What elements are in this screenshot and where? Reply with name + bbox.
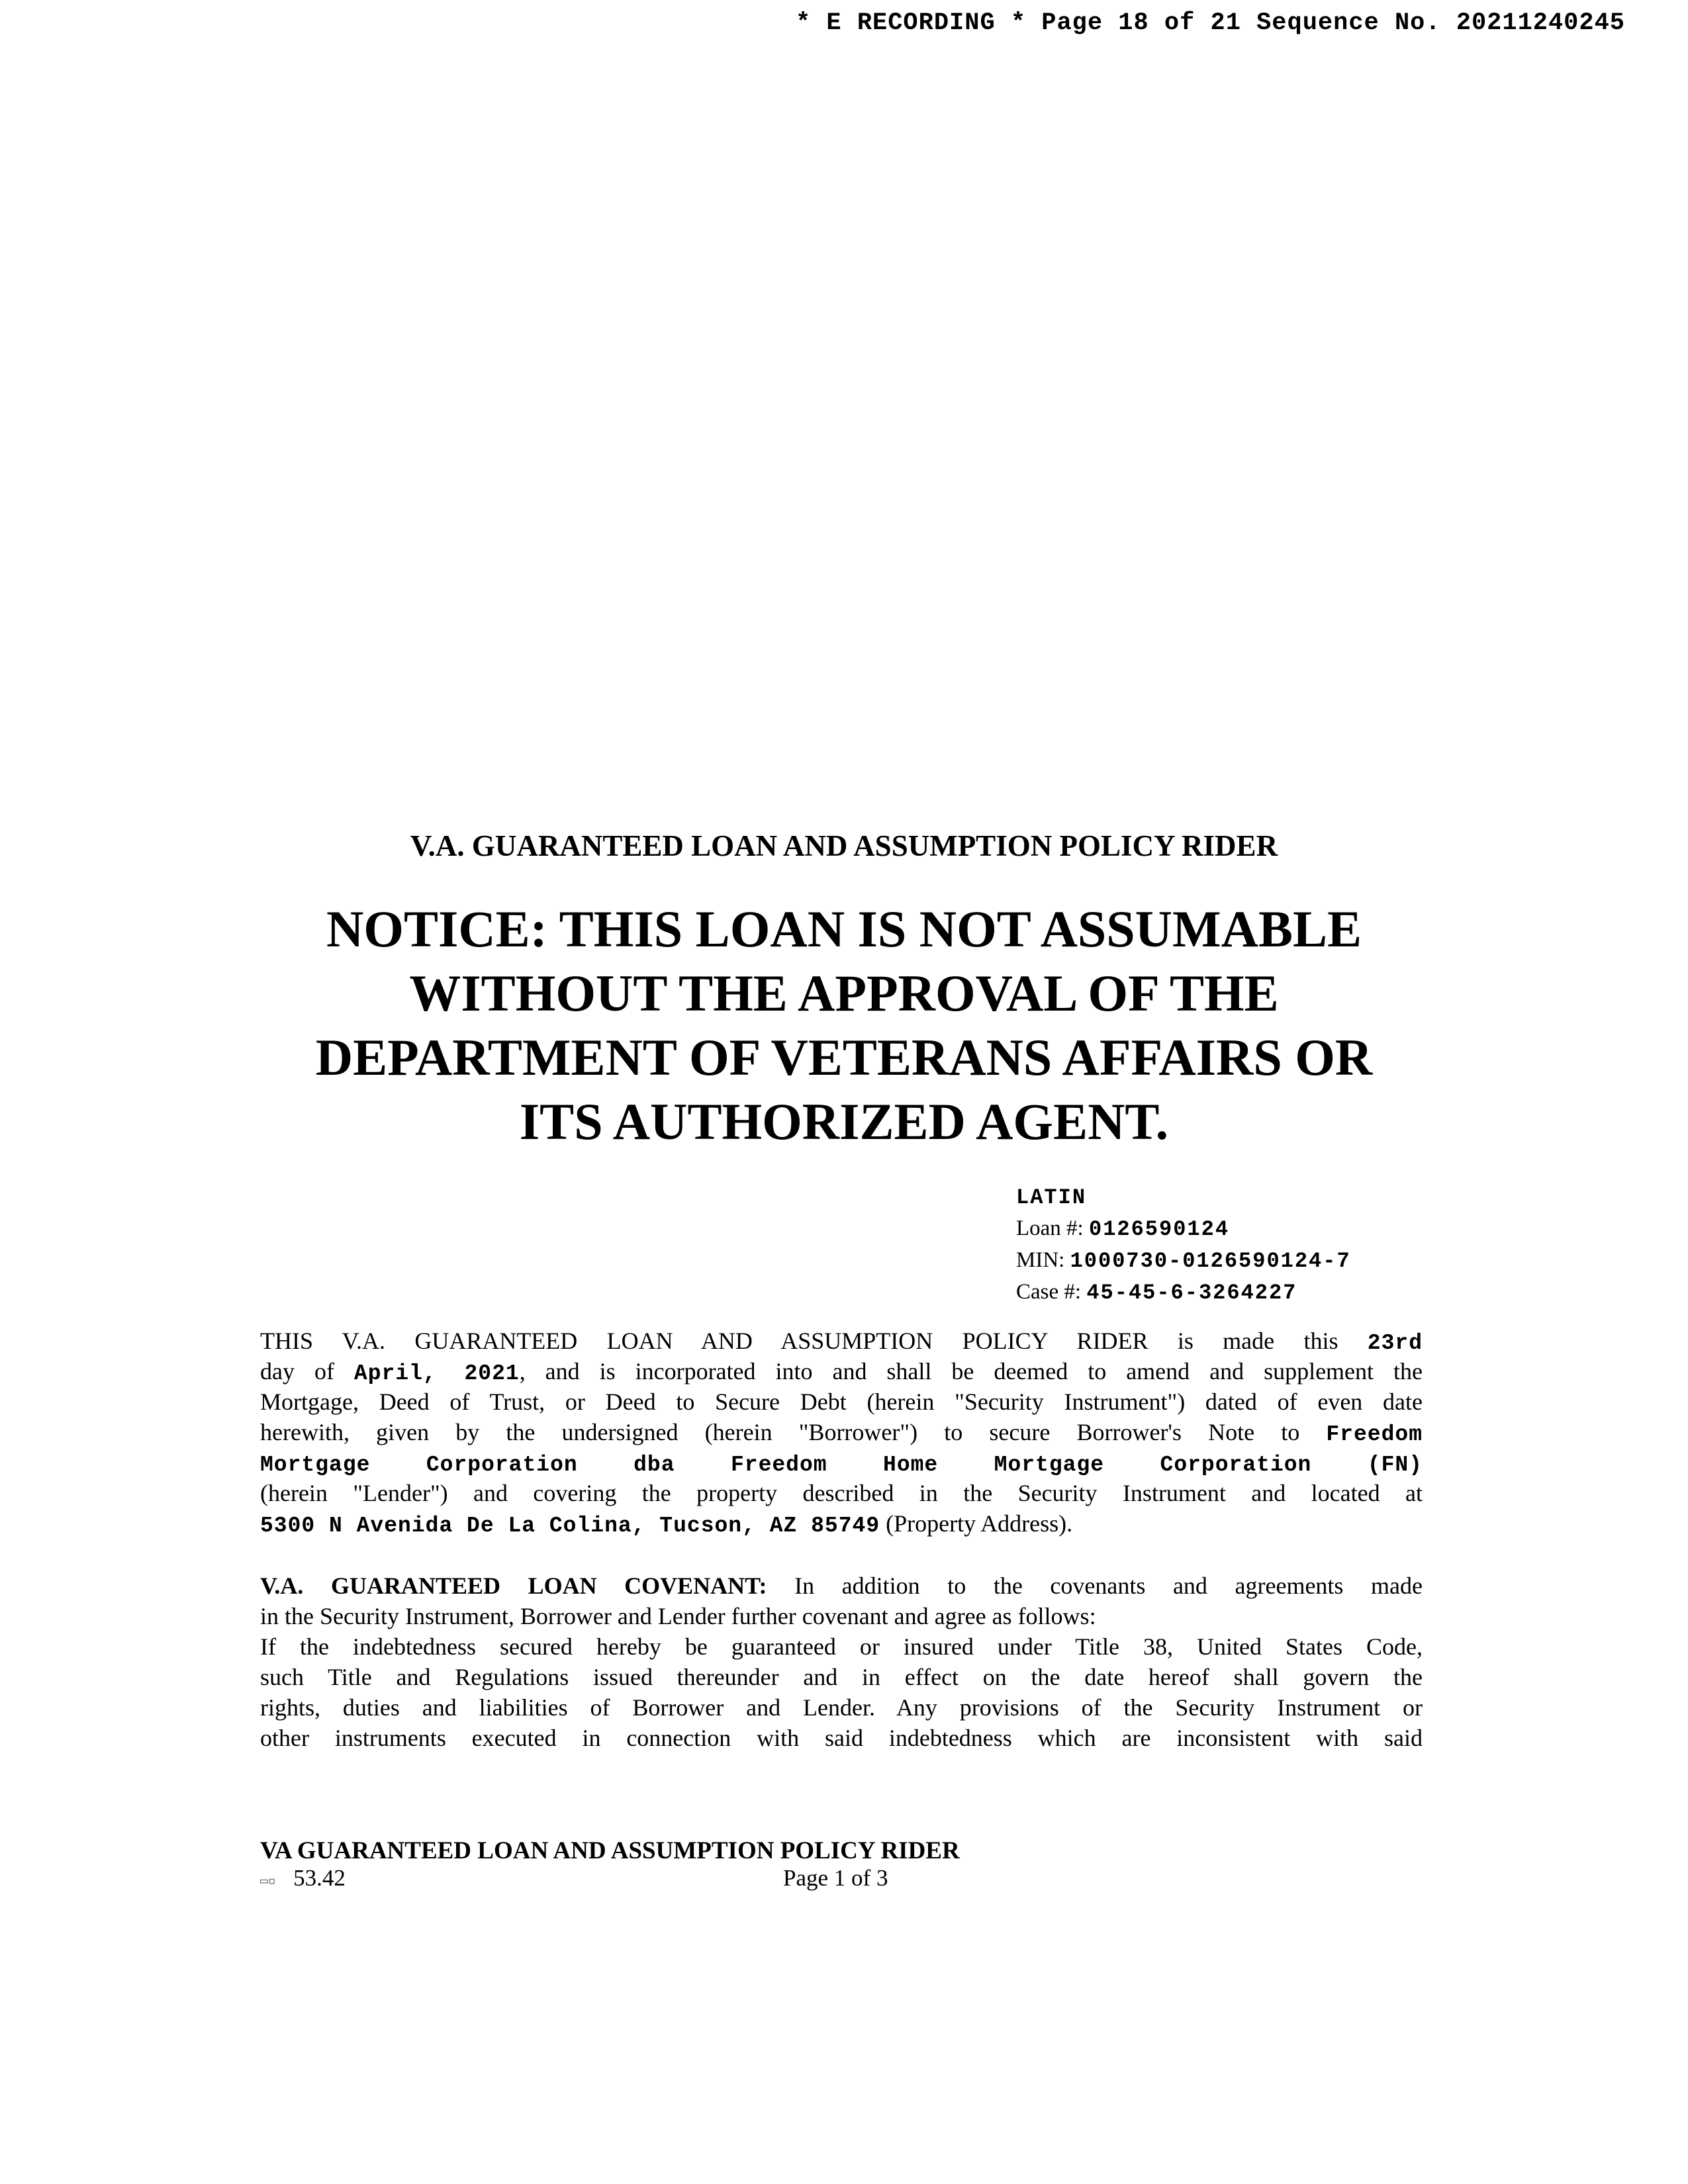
min-label: MIN:	[1016, 1248, 1065, 1272]
paragraph-line: Mortgage, Deed of Trust, or Deed to Secure Debt (herein "Security Instrument") dated of even date	[260, 1388, 1423, 1415]
paragraph-line: such Title and Regulations issued thereunder and in effect on the date hereof shall govern the	[260, 1664, 1423, 1690]
paragraph-line: rights, duties and liabilities of Borrower and Lender. Any provisions of the Security Instrument or	[260, 1694, 1423, 1721]
rider-title: V.A. GUARANTEED LOAN AND ASSUMPTION POLICY RIDER	[410, 829, 1278, 862]
lender-name: Freedom	[1326, 1422, 1423, 1447]
paragraph-line: herewith, given by the undersigned (herein "Borrower") to secure Borrower's Note to Freedom	[260, 1419, 1423, 1447]
property-address: 5300 N Avenida De La Colina, Tucson, AZ 85749	[260, 1514, 880, 1538]
form-mark-icon: ▭▫	[260, 1872, 277, 1888]
notice-line: WITHOUT THE APPROVAL OF THE	[409, 964, 1279, 1022]
notice-line: ITS AUTHORIZED AGENT.	[519, 1093, 1169, 1150]
paragraph-line: in the Security Instrument, Borrower and Lender further covenant and agree as follows:	[260, 1603, 1096, 1629]
loan-number-label: Loan #:	[1016, 1216, 1084, 1240]
loan-number: 0126590124	[1088, 1217, 1230, 1242]
rider-date: April, 2021	[353, 1361, 520, 1386]
notice-line: DEPARTMENT OF VETERANS AFFAIRS OR	[315, 1028, 1373, 1086]
form-number: 53.42	[293, 1865, 346, 1891]
min-number: 1000730-0126590124-7	[1070, 1249, 1351, 1273]
paragraph-line	[260, 1447, 1423, 1480]
footer-title: VA GUARANTEED LOAN AND ASSUMPTION POLICY RIDER	[260, 1837, 960, 1864]
paragraph-line: day of April, 2021, and is incorporated into and shall be deemed to amend and supplement the	[260, 1358, 1423, 1386]
borrower-name: LATIN	[1016, 1185, 1087, 1210]
page-number: Page 1 of 3	[783, 1865, 888, 1891]
lender-name-cont: Mortgage Corporation dba Freedom Home Mortgage Corporation (FN)	[260, 1453, 1423, 1477]
rider-day: 23rd	[1367, 1331, 1423, 1355]
notice-line: NOTICE: THIS LOAN IS NOT ASSUMABLE	[326, 900, 1362, 958]
footer-form-info	[260, 1865, 346, 1891]
paragraph-line: 5300 N Avenida De La Colina, Tucson, AZ 85749 (Property Address).	[260, 1510, 1073, 1538]
case-number-label: Case #:	[1016, 1280, 1082, 1304]
loan-info-block	[1016, 1181, 1351, 1308]
notice-heading	[248, 897, 1440, 1154]
paragraph-line: THIS V.A. GUARANTEED LOAN AND ASSUMPTION POLICY RIDER is made this 23rd	[260, 1328, 1423, 1355]
paragraph-line: If the indebtedness secured hereby be guaranteed or insured under Title 38, United States Code,	[260, 1633, 1423, 1660]
covenant-heading: V.A. GUARANTEED LOAN COVENANT:	[260, 1572, 767, 1599]
paragraph-line: (herein "Lender") and covering the property described in the Security Instrument and located at	[260, 1480, 1423, 1506]
recording-header: * E RECORDING * Page 18 of 21 Sequence No. 20211240245	[796, 9, 1625, 37]
paragraph-line: other instruments executed in connection with said indebtedness which are inconsistent with said	[260, 1725, 1423, 1751]
paragraph-line: V.A. GUARANTEED LOAN COVENANT: In addition to the covenants and agreements made	[260, 1572, 1423, 1599]
case-number: 45-45-6-3264227	[1086, 1281, 1297, 1305]
